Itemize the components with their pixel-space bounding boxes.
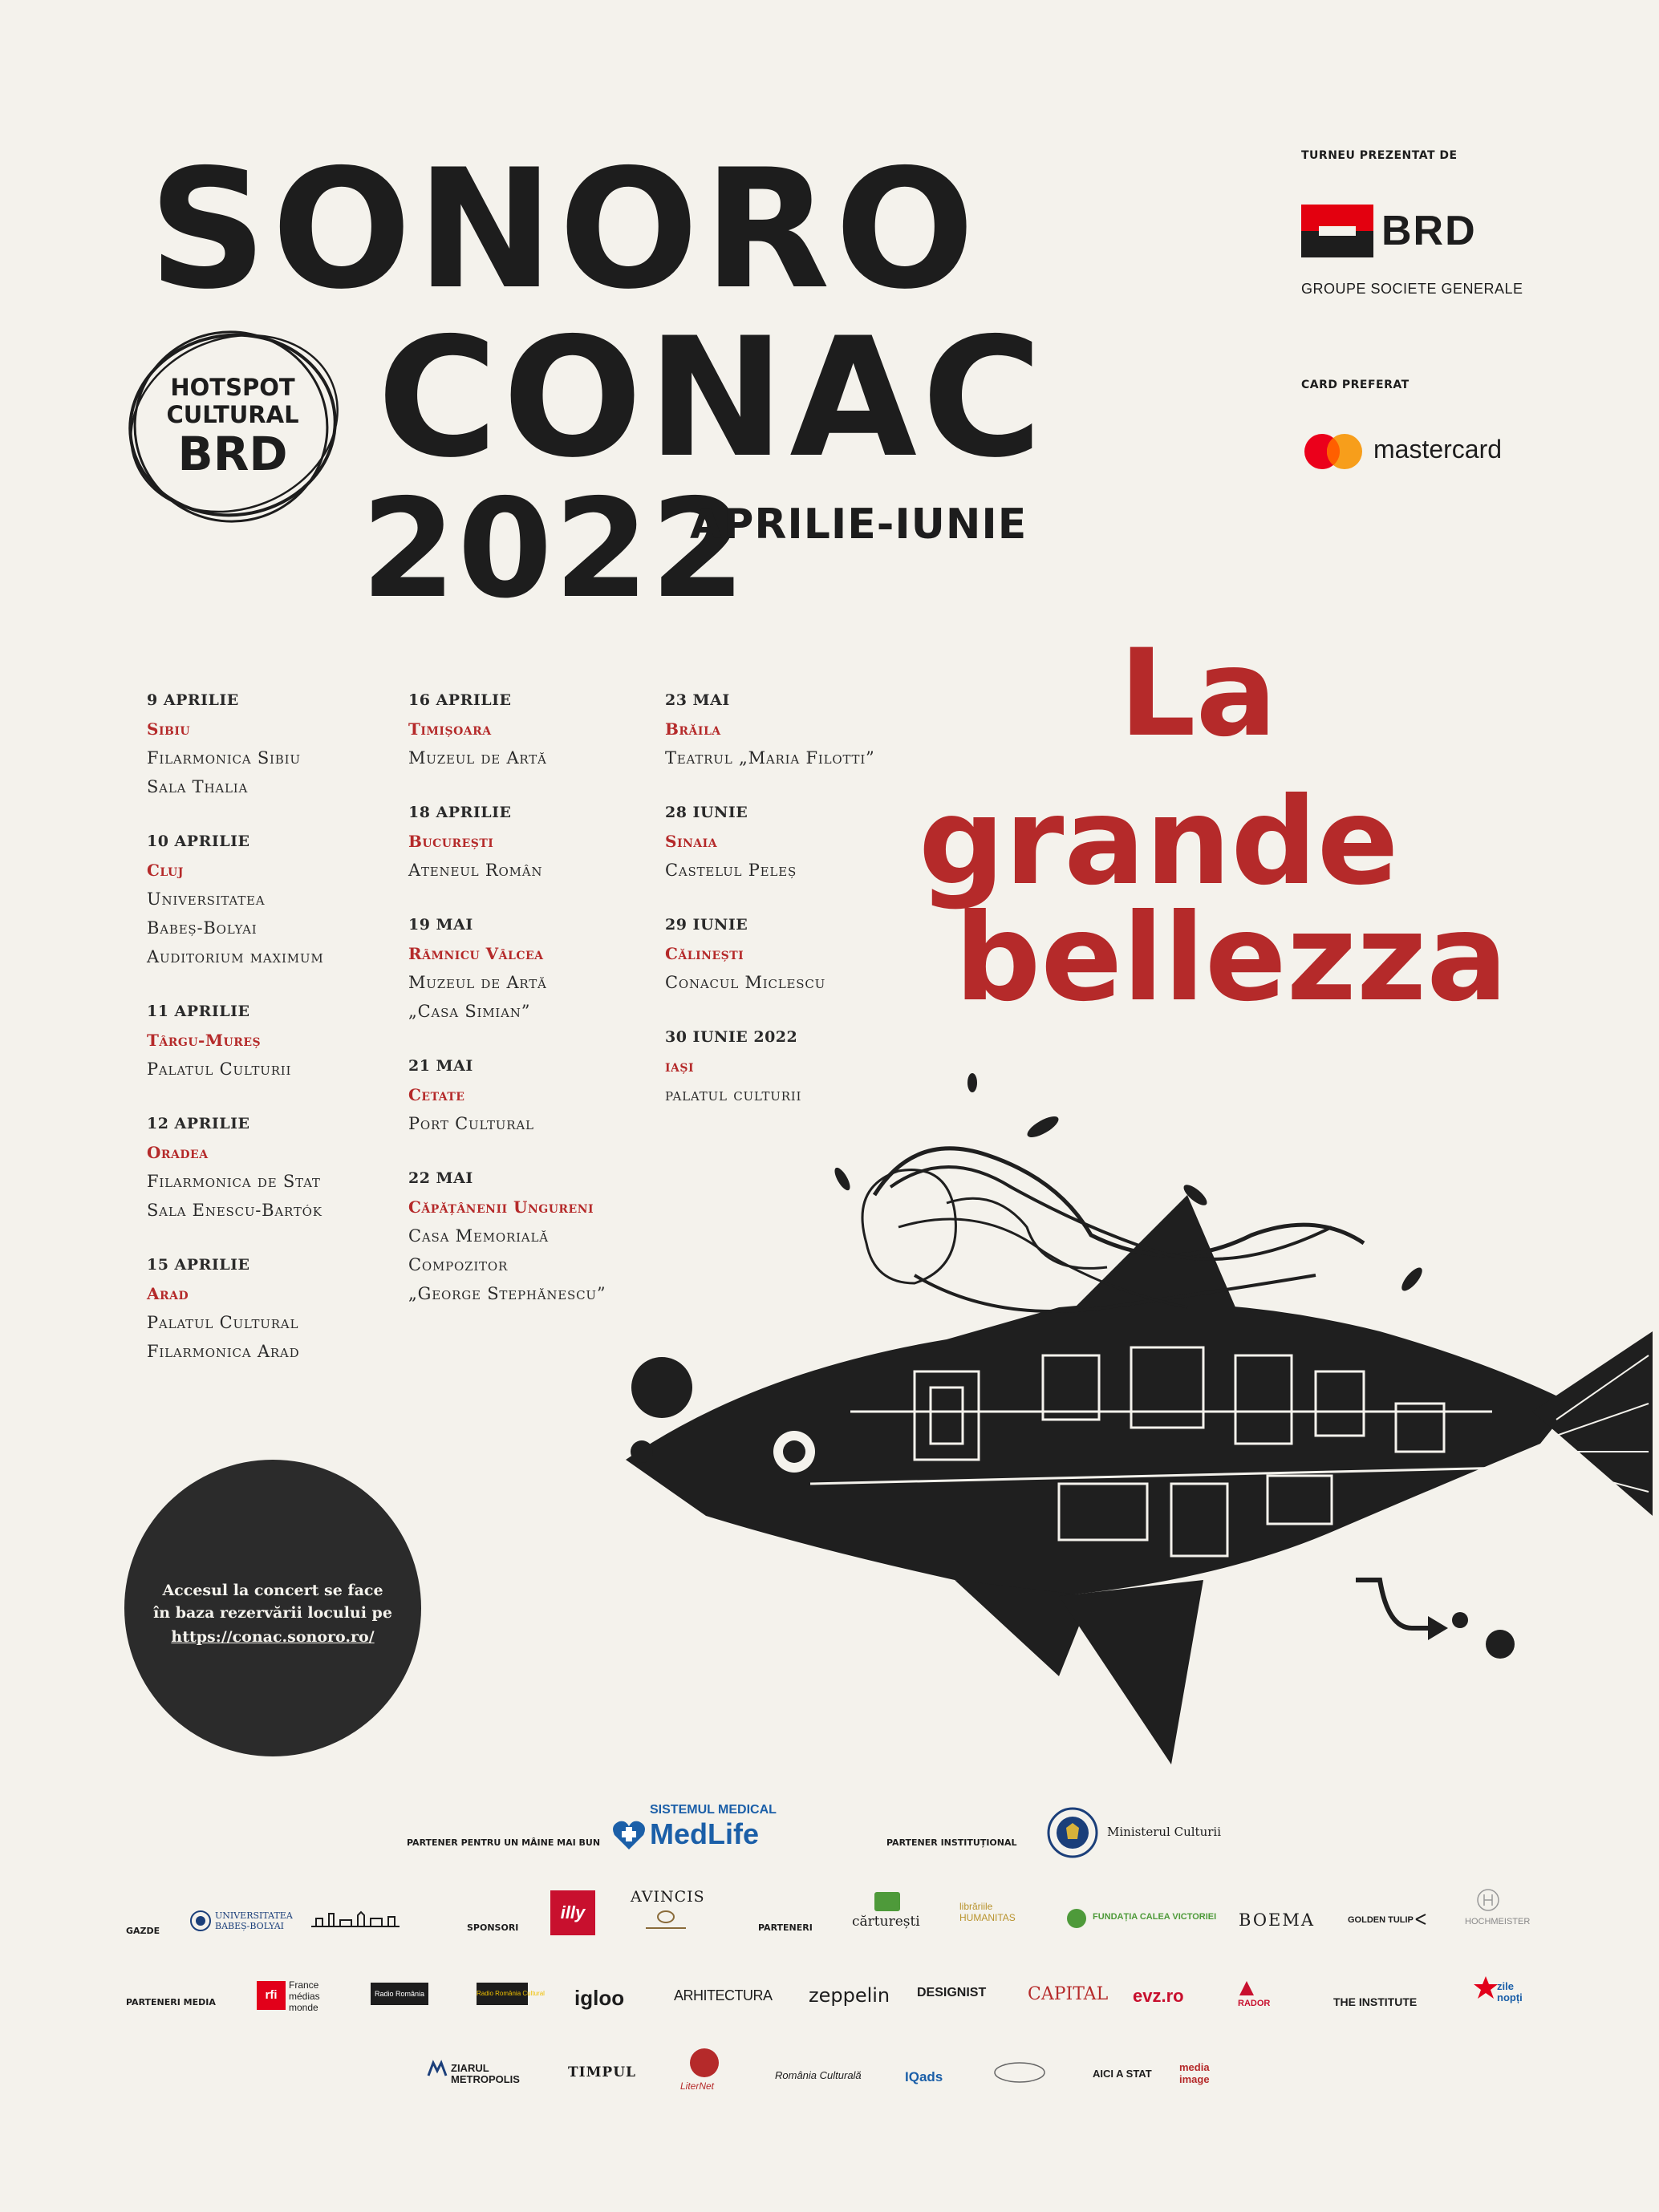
event-item (665, 910, 930, 997)
event-date: 19 MAI (408, 916, 473, 934)
event-venue-line: Sala Thalia (147, 777, 249, 796)
event-date: 21 MAI (408, 1057, 473, 1075)
event-city: Oradea (147, 1143, 209, 1162)
event-item (408, 910, 673, 1026)
golden-tulip-icon (1414, 1912, 1428, 1926)
event-city: Brăila (665, 719, 721, 739)
designist-logo: DESIGNIST (917, 1986, 987, 1999)
carturesti-logo: cărturești (852, 1914, 920, 1930)
metropolis-logo: ZIARUL METROPOLIS (451, 2062, 520, 2085)
capital-logo: CAPITAL (1028, 1984, 1109, 2004)
golden-tulip-logo: GOLDEN TULIP (1348, 1915, 1414, 1925)
access-url-link[interactable]: https://conac.sonoro.ro/ (171, 1628, 375, 1646)
event-item (147, 997, 412, 1084)
boema-logo: BOEMA (1239, 1910, 1316, 1930)
evz-logo: evz.ro (1133, 1986, 1184, 2006)
event-city: Râmnicu Vâlcea (408, 944, 544, 963)
access-info-circle (124, 1460, 421, 1756)
event-date: 16 APRILIE (408, 691, 512, 709)
tagline-la: La (1119, 624, 1277, 764)
event-venue-line: Muzeul de Artă (408, 748, 547, 768)
iqads-logo: IQads (905, 2069, 943, 2084)
rfi-logo: rfi (265, 1988, 278, 2002)
media-image-logo: media image (1179, 2061, 1210, 2085)
event-item (665, 798, 930, 885)
event-item (408, 798, 673, 885)
event-venue-line: Sala Enescu-Bartók (147, 1201, 322, 1220)
hochmeister-icon (1476, 1888, 1500, 1912)
title-period: APRILIE-IUNIE (690, 500, 1028, 549)
event-venue-line: Ateneul Român (408, 861, 543, 880)
event-date: 9 APRILIE (147, 691, 239, 709)
future-partner-label: PARTENER PENTRU UN MÂINE MAI BUN (407, 1837, 601, 1848)
calea-victoriei-icon (1065, 1907, 1088, 1930)
media-image-box (1179, 2061, 1231, 2085)
event-date: 29 IUNIE (665, 916, 748, 934)
event-venue-line: Universitatea (147, 889, 266, 909)
institutional-partner-label: PARTENER INSTITUȚIONAL (886, 1837, 1017, 1848)
event-city: Călinești (665, 944, 744, 963)
calea-victoriei-logo: FUNDAȚIA CALEA VICTORIEI (1093, 1912, 1217, 1922)
igloo-logo: igloo (574, 1986, 625, 2010)
event-item (408, 686, 673, 772)
radio-romania-box (371, 1983, 428, 2005)
zeppelin-logo: zeppelin (809, 1984, 890, 2007)
event-venue-line: „Casa Simian” (408, 1002, 531, 1021)
romania-culturala-logo: România Culturală (775, 2069, 862, 2081)
event-venue-line: Filarmonica Arad (147, 1342, 300, 1361)
event-city: București (408, 832, 494, 851)
the-institute-logo: THE INSTITUTE (1333, 1995, 1418, 2008)
event-venue-line: Teatrul „Maria Filotti” (665, 748, 875, 768)
event-city: iași (665, 1056, 695, 1076)
hotspot-badge (120, 321, 345, 529)
ubb-logo: UNIVERSITATEA BABEȘ-BOLYAI (215, 1910, 293, 1931)
mastercard-name: mastercard (1373, 435, 1503, 464)
event-item (147, 1250, 412, 1366)
presented-by-label: TURNEU PREZENTAT DE (1301, 149, 1458, 162)
event-venue-line: Casa Memorială (408, 1226, 549, 1246)
event-city: Căpățânenii Ungureni (408, 1197, 594, 1217)
access-line-1: Accesul la concert se face (162, 1582, 383, 1599)
partners-label: PARTENERI (758, 1922, 813, 1933)
ministry-name: Ministerul Culturii (1107, 1825, 1222, 1839)
event-venue-line: Compozitor (408, 1255, 509, 1274)
media-partners-label: PARTENERI MEDIA (126, 1997, 216, 2007)
event-date: 15 APRILIE (147, 1256, 250, 1274)
france-medias-logo: France médias monde (289, 1979, 320, 2013)
event-date: 10 APRILIE (147, 833, 250, 850)
ubb-seal-icon (189, 1910, 212, 1932)
brd-name: BRD (1381, 208, 1477, 254)
event-venue-line: Palatul Culturii (147, 1059, 292, 1079)
foundation-oval-icon (993, 2061, 1046, 2084)
zile-nopti-star-icon (1473, 1975, 1499, 2000)
medlife-logo: MedLife (650, 1817, 760, 1850)
event-venue-line: Port Cultural (408, 1114, 534, 1133)
event-venue-line: Muzeul de Artă (408, 973, 547, 992)
event-venue-line: Castelul Peleș (665, 861, 797, 880)
fish-city-illustration-icon (610, 1067, 1659, 1772)
event-date: 28 IUNIE (665, 804, 748, 821)
tagline-grande: grande (919, 772, 1399, 912)
event-city: Timișoara (408, 719, 492, 739)
title-sonoro: SONORO (148, 135, 980, 326)
zile-nopti-logo: zile nopți (1497, 1980, 1523, 2003)
metropolis-icon (427, 2061, 448, 2077)
title-conac: CONAC (377, 303, 1048, 494)
hosts-label: GAZDE (126, 1926, 160, 1936)
event-date: 22 MAI (408, 1169, 473, 1187)
medlife-heart-icon (611, 1819, 647, 1851)
brd-logo-icon (1301, 205, 1373, 257)
event-venue-line: Filarmonica Sibiu (147, 748, 301, 768)
illy-logo-box (550, 1890, 595, 1935)
sponsors-label: SPONSORI (467, 1922, 519, 1933)
event-venue-line: Babeș-Bolyai (147, 918, 258, 938)
timpul-logo: TIMPUL (568, 2064, 636, 2080)
hochmeister-logo: HOCHMEISTER (1465, 1917, 1531, 1926)
aici-a-stat-logo: AICI A STAT (1093, 2068, 1152, 2080)
brd-subtitle: GROUPE SOCIETE GENERALE (1301, 281, 1523, 297)
event-date: 11 APRILIE (147, 1003, 250, 1020)
radio-romania-logo: Radio România (374, 1990, 425, 1998)
event-venue-line: „George Stephănescu” (408, 1284, 606, 1303)
radio-cultural-box (477, 1983, 545, 2005)
event-venue-line: Palatul Cultural (147, 1313, 299, 1332)
arhitectura-logo: ARHITECTURA (674, 1987, 773, 2003)
event-date: 23 MAI (665, 691, 730, 709)
event-city: Sibiu (147, 719, 191, 739)
event-item (665, 686, 930, 772)
rador-icon (1238, 1979, 1255, 1997)
ministry-seal-icon (1047, 1807, 1098, 1858)
humanitas-logo: librăriile HUMANITAS (959, 1901, 1016, 1923)
illy-logo: illy (560, 1902, 586, 1922)
event-city: Arad (147, 1284, 189, 1303)
carturesti-book-icon (873, 1889, 902, 1913)
event-venue-line: palatul culturii (665, 1085, 802, 1104)
liternet-logo: LiterNet (680, 2080, 715, 2092)
rador-logo: RADOR (1238, 1999, 1271, 2008)
access-line-2: în baza rezervării locului pe (153, 1604, 392, 1622)
hotspot-brd: BRD (177, 427, 288, 481)
avincis-logo: AVINCIS (631, 1888, 705, 1906)
event-date: 30 IUNIE 2022 (665, 1028, 798, 1046)
event-city: Cetate (408, 1085, 465, 1104)
event-city: Târgu-Mureș (147, 1031, 262, 1050)
avincis-emblem-icon (642, 1909, 690, 1933)
title-year: 2022 (361, 470, 748, 629)
skyline-logo-icon (311, 1910, 400, 1933)
event-date: 12 APRILIE (147, 1115, 250, 1132)
event-item (147, 686, 412, 801)
event-date: 18 APRILIE (408, 804, 512, 821)
event-city: Sinaia (665, 832, 718, 851)
event-item (147, 827, 412, 971)
medlife-top-text: SISTEMUL MEDICAL (650, 1803, 777, 1817)
event-venue-line: Conacul Miclescu (665, 973, 826, 992)
card-preferred-label: CARD PREFERAT (1301, 379, 1410, 391)
liternet-icon (688, 2047, 720, 2079)
event-item (147, 1109, 412, 1225)
event-city: Cluj (147, 861, 184, 880)
hotspot-line1: HOTSPOT CULTURAL (166, 374, 299, 428)
event-venue-line: Filarmonica de Stat (147, 1172, 321, 1191)
event-venue-line: Auditorium maximum (147, 947, 324, 966)
mastercard-logo-icon (1301, 431, 1365, 472)
radio-cultural-logo: Radio România Cultural (477, 1990, 545, 1997)
tagline-bellezza: bellezza (955, 889, 1508, 1028)
schedule-column-1 (147, 686, 412, 1392)
rfi-logo-box (257, 1981, 286, 2010)
